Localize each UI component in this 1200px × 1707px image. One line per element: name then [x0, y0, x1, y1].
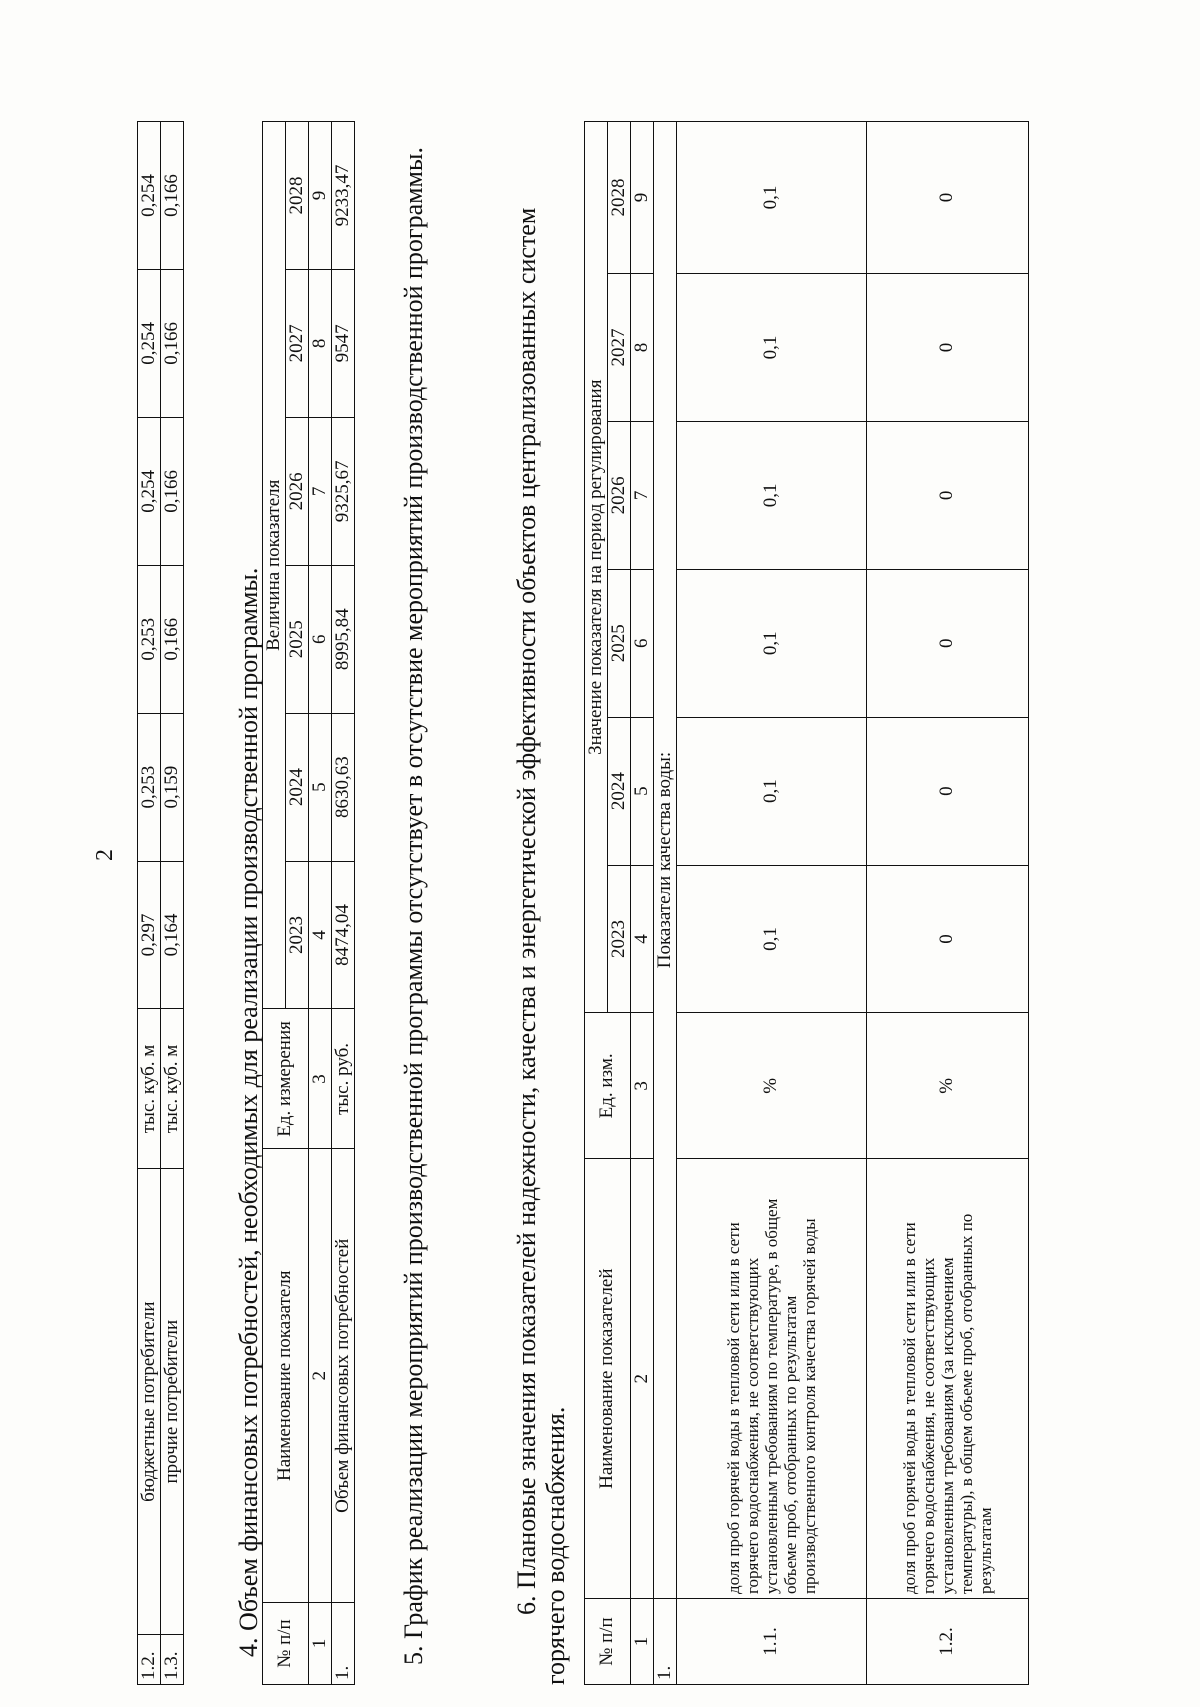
- row-value: 0,1: [676, 569, 866, 717]
- column-number: 4: [630, 865, 653, 1013]
- financial-needs-table: [262, 121, 355, 1685]
- row-value: 0: [866, 273, 1028, 421]
- row-value: 0,166: [160, 122, 183, 270]
- group-label: Показатели качества воды:: [653, 122, 676, 1599]
- column-number: 7: [308, 417, 331, 565]
- row-unit: тыс. куб. м: [160, 1009, 183, 1169]
- header-value-group: Величина показателя: [263, 122, 286, 1009]
- column-number: 2: [308, 1149, 331, 1603]
- row-name: доля проб горячей воды в тепловой сети или в сети горячего водоснабжения, не соответствующих установленным требованиям (за исключением температуры), в общем объеме проб, отобранных по результатам: [866, 1159, 1028, 1599]
- row-value: 0,254: [138, 269, 161, 417]
- table-row: [160, 122, 183, 1685]
- row-value: 0,253: [138, 565, 161, 713]
- row-unit: тыс. куб. м: [138, 1009, 161, 1169]
- header-name: Наименование показателей: [585, 1159, 631, 1599]
- row-number: 1.3.: [160, 1635, 183, 1685]
- row-number: 1.1.: [676, 1599, 866, 1685]
- column-number: 1: [630, 1599, 653, 1685]
- row-value: 0,159: [160, 713, 183, 861]
- row-number: 1.: [653, 1599, 676, 1685]
- row-value: 0,166: [160, 565, 183, 713]
- column-number: 7: [630, 421, 653, 569]
- column-number: 6: [308, 565, 331, 713]
- header-year: 2024: [607, 717, 630, 865]
- row-name: прочие потребители: [160, 1169, 183, 1635]
- row-value: 0,166: [160, 269, 183, 417]
- header-year: 2026: [285, 417, 308, 565]
- page-number: 2: [92, 849, 118, 861]
- row-value: 0: [866, 865, 1028, 1013]
- header-year: 2027: [607, 273, 630, 421]
- column-number: 6: [630, 569, 653, 717]
- indicators-table: [584, 121, 1029, 1685]
- row-unit: тыс. руб.: [331, 1009, 354, 1149]
- column-number: 5: [308, 713, 331, 861]
- row-name: бюджетные потребители: [138, 1169, 161, 1635]
- section-5-text: 5. График реализации мероприятий производственной программы отсутствует в отсутствие мероприятий производственной программы.: [399, 147, 428, 1665]
- row-value: 0,1: [676, 273, 866, 421]
- row-value: 9325,67: [331, 417, 354, 565]
- column-number: 9: [308, 122, 331, 270]
- column-number-row: [630, 122, 653, 1685]
- table-header-row: [263, 122, 286, 1685]
- row-value: 9547: [331, 269, 354, 417]
- header-unit: Ед. измерения: [263, 1009, 309, 1149]
- column-number: 8: [308, 269, 331, 417]
- header-year: 2026: [607, 421, 630, 569]
- header-year: 2028: [607, 122, 630, 274]
- column-number: 4: [308, 861, 331, 1009]
- row-value: 0,1: [676, 122, 866, 274]
- header-name: Наименование показателя: [263, 1149, 309, 1603]
- row-value: 8630,63: [331, 713, 354, 861]
- row-value: 0: [866, 569, 1028, 717]
- row-value: 0,253: [138, 713, 161, 861]
- column-number: 9: [630, 122, 653, 274]
- header-year: 2024: [285, 713, 308, 861]
- row-value: 0: [866, 717, 1028, 865]
- header-num: № п/п: [263, 1603, 309, 1685]
- column-number: 8: [630, 273, 653, 421]
- row-number: 1.2.: [138, 1635, 161, 1685]
- consumption-table: [137, 121, 184, 1685]
- header-year: 2023: [285, 861, 308, 1009]
- row-name: Объем финансовых потребностей: [331, 1149, 354, 1603]
- header-value-group: Значение показателя на период регулирования: [585, 122, 608, 1013]
- header-year: 2023: [607, 865, 630, 1013]
- row-value: 0,166: [160, 417, 183, 565]
- header-num: № п/п: [585, 1599, 631, 1685]
- row-value: 0,1: [676, 421, 866, 569]
- row-unit: %: [676, 1013, 866, 1159]
- table-row: [331, 122, 354, 1685]
- row-value: 0,254: [138, 417, 161, 565]
- row-name: доля проб горячей воды в тепловой сети или в сети горячего водоснабжения, не соответствующих установленным требованиям по температуре, в общем объеме проб, отобранных по результатам производственного контроля качества горячей воды: [676, 1159, 866, 1599]
- group-row: [653, 122, 676, 1685]
- header-year: 2025: [607, 569, 630, 717]
- row-value: 8995,84: [331, 565, 354, 713]
- header-year: 2025: [285, 565, 308, 713]
- column-number: 1: [308, 1603, 331, 1685]
- header-year: 2027: [285, 269, 308, 417]
- table-header-row: [585, 122, 608, 1685]
- row-value: 0,1: [676, 717, 866, 865]
- column-number: 2: [630, 1159, 653, 1599]
- table-row: [676, 122, 866, 1685]
- section-6-heading: 6. Плановые значения показателей надежности, качества и энергетической эффективности объектов централизованных систем горячего водоснабжения.: [512, 207, 571, 1685]
- header-year: 2028: [285, 122, 308, 270]
- row-number: 1.2.: [866, 1599, 1028, 1685]
- row-unit: %: [866, 1013, 1028, 1159]
- column-number: 3: [630, 1013, 653, 1159]
- header-unit: Ед. изм.: [585, 1013, 631, 1159]
- row-value: 8474,04: [331, 861, 354, 1009]
- row-value: 0,164: [160, 861, 183, 1009]
- row-value: 0,254: [138, 122, 161, 270]
- column-number-row: [308, 122, 331, 1685]
- table-row: [866, 122, 1028, 1685]
- row-value: 0: [866, 421, 1028, 569]
- section-4-heading: 4. Объем финансовых потребностей, необходимых для реализации производственной программы.: [234, 567, 263, 1657]
- row-value: 0,1: [676, 865, 866, 1013]
- row-number: 1.: [331, 1603, 354, 1685]
- column-number: 5: [630, 717, 653, 865]
- table-row: [138, 122, 161, 1685]
- row-value: 0,297: [138, 861, 161, 1009]
- column-number: 3: [308, 1009, 331, 1149]
- row-value: 9233,47: [331, 122, 354, 270]
- row-value: 0: [866, 122, 1028, 274]
